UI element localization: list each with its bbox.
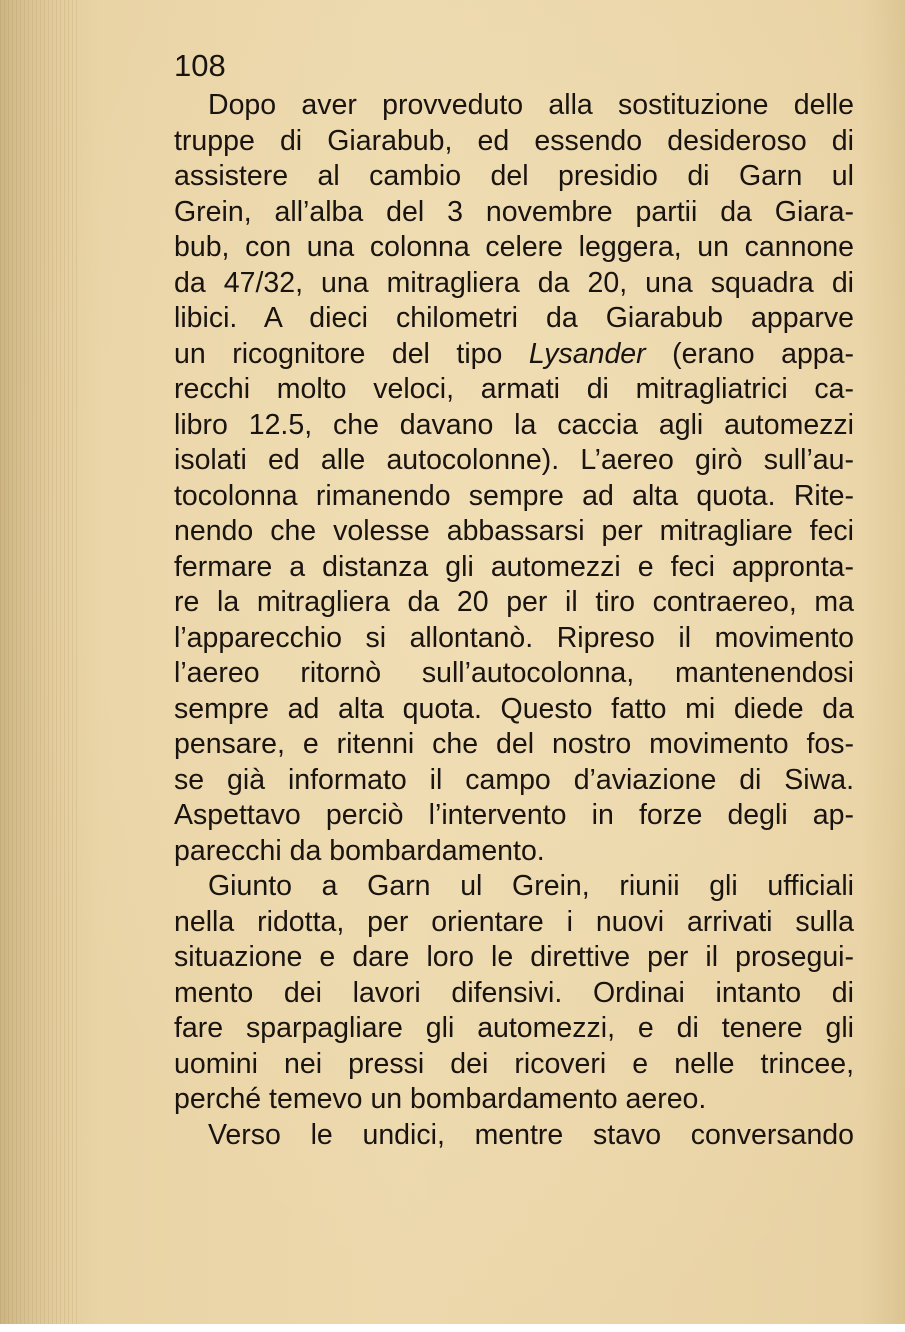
page-gutter-shading — [0, 0, 80, 1332]
text-line — [174, 230, 854, 266]
text-segment: isolati ed alle autocolonne). L’aereo girò sull’au- — [174, 444, 854, 476]
text-segment: l’apparecchio si allontanò. Ripreso il movimento — [174, 621, 854, 654]
text-segment: bub, con una colonna celere leggera, un cannone — [174, 231, 854, 263]
text-line — [174, 159, 854, 195]
page-bottom-edge — [0, 1324, 905, 1332]
text-line — [174, 869, 854, 905]
text-line — [174, 976, 854, 1012]
text-line — [174, 408, 854, 444]
text-segment: pensare, e ritenni che del nostro movimento fos- — [174, 728, 854, 760]
body-text — [174, 88, 854, 1153]
text-segment: mento dei lavori difensivi. Ordinai intanto di — [174, 976, 854, 1009]
text-line — [174, 905, 854, 941]
text-segment: nendo che volesse abbassarsi per mitragliare feci — [174, 515, 854, 547]
text-line — [174, 834, 854, 870]
text-segment: sempre ad alta quota. Questo fatto mi diede da — [174, 692, 854, 725]
text-segment: truppe di Giarabub, ed essendo desideroso di — [174, 124, 854, 157]
text-segment: perché temevo un bombardamento aereo. — [174, 1083, 707, 1115]
text-line — [174, 443, 854, 479]
text-line — [174, 195, 854, 231]
text-segment: tocolonna rimanendo sempre ad alta quota. Rite- — [174, 479, 854, 512]
text-segment: Dopo aver provveduto alla sostituzione delle — [208, 89, 854, 121]
text-segment: Grein, all’alba del 3 novembre partii da Giara- — [174, 195, 854, 228]
text-segment: Verso le undici, mentre stavo conversando — [208, 1118, 854, 1151]
text-segment: Giunto a Garn ul Grein, riunii gli ufficiali — [208, 870, 854, 902]
text-segment: (erano appa- — [645, 337, 854, 370]
text-segment: recchi molto veloci, armati di mitragliatrici ca- — [174, 373, 854, 405]
text-segment: Aspettavo perciò l’intervento in forze degli ap- — [174, 799, 854, 831]
text-segment: parecchi da bombardamento. — [174, 834, 545, 867]
text-segment: fare sparpagliare gli automezzi, e di tenere gli — [174, 1012, 854, 1044]
text-line — [174, 301, 854, 337]
text-segment: un ricognitore del tipo — [174, 337, 529, 370]
text-line — [174, 266, 854, 302]
text-line — [174, 763, 854, 799]
text-line — [174, 585, 854, 621]
text-line — [174, 621, 854, 657]
text-line — [174, 656, 854, 692]
text-segment: fermare a distanza gli automezzi e feci appronta- — [174, 550, 854, 583]
text-line — [174, 337, 854, 373]
text-segment: assistere al cambio del presidio di Garn ul — [174, 160, 854, 192]
text-line — [174, 727, 854, 763]
text-segment: libici. A dieci chilometri da Giarabub apparve — [174, 302, 854, 334]
text-segment: uomini nei pressi dei ricoveri e nelle trincee, — [174, 1047, 854, 1080]
text-segment: re la mitragliera da 20 per il tiro contraereo, ma — [174, 586, 854, 618]
text-line — [174, 692, 854, 728]
text-line — [174, 1011, 854, 1047]
text-line — [174, 514, 854, 550]
text-segment: se già informato il campo d’aviazione di Siwa. — [174, 763, 854, 796]
text-line — [174, 88, 854, 124]
text-line — [174, 550, 854, 586]
text-line — [174, 940, 854, 976]
text-line — [174, 1118, 854, 1154]
text-line — [174, 372, 854, 408]
text-segment: l’aereo ritornò sull’autocolonna, mantenendosi — [174, 657, 854, 689]
text-line — [174, 124, 854, 160]
text-line — [174, 798, 854, 834]
text-line — [174, 1047, 854, 1083]
text-segment: nella ridotta, per orientare i nuovi arrivati sulla — [174, 905, 854, 938]
text-segment: da 47/32, una mitragliera da 20, una squadra di — [174, 266, 854, 299]
text-segment: situazione e dare loro le direttive per il prosegui- — [174, 941, 854, 973]
text-line — [174, 479, 854, 515]
text-segment: libro 12.5, che davano la caccia agli automezzi — [174, 408, 854, 441]
page-number: 108 — [174, 48, 226, 83]
text-line — [174, 1082, 854, 1118]
italic-text: Lysander — [528, 337, 646, 370]
